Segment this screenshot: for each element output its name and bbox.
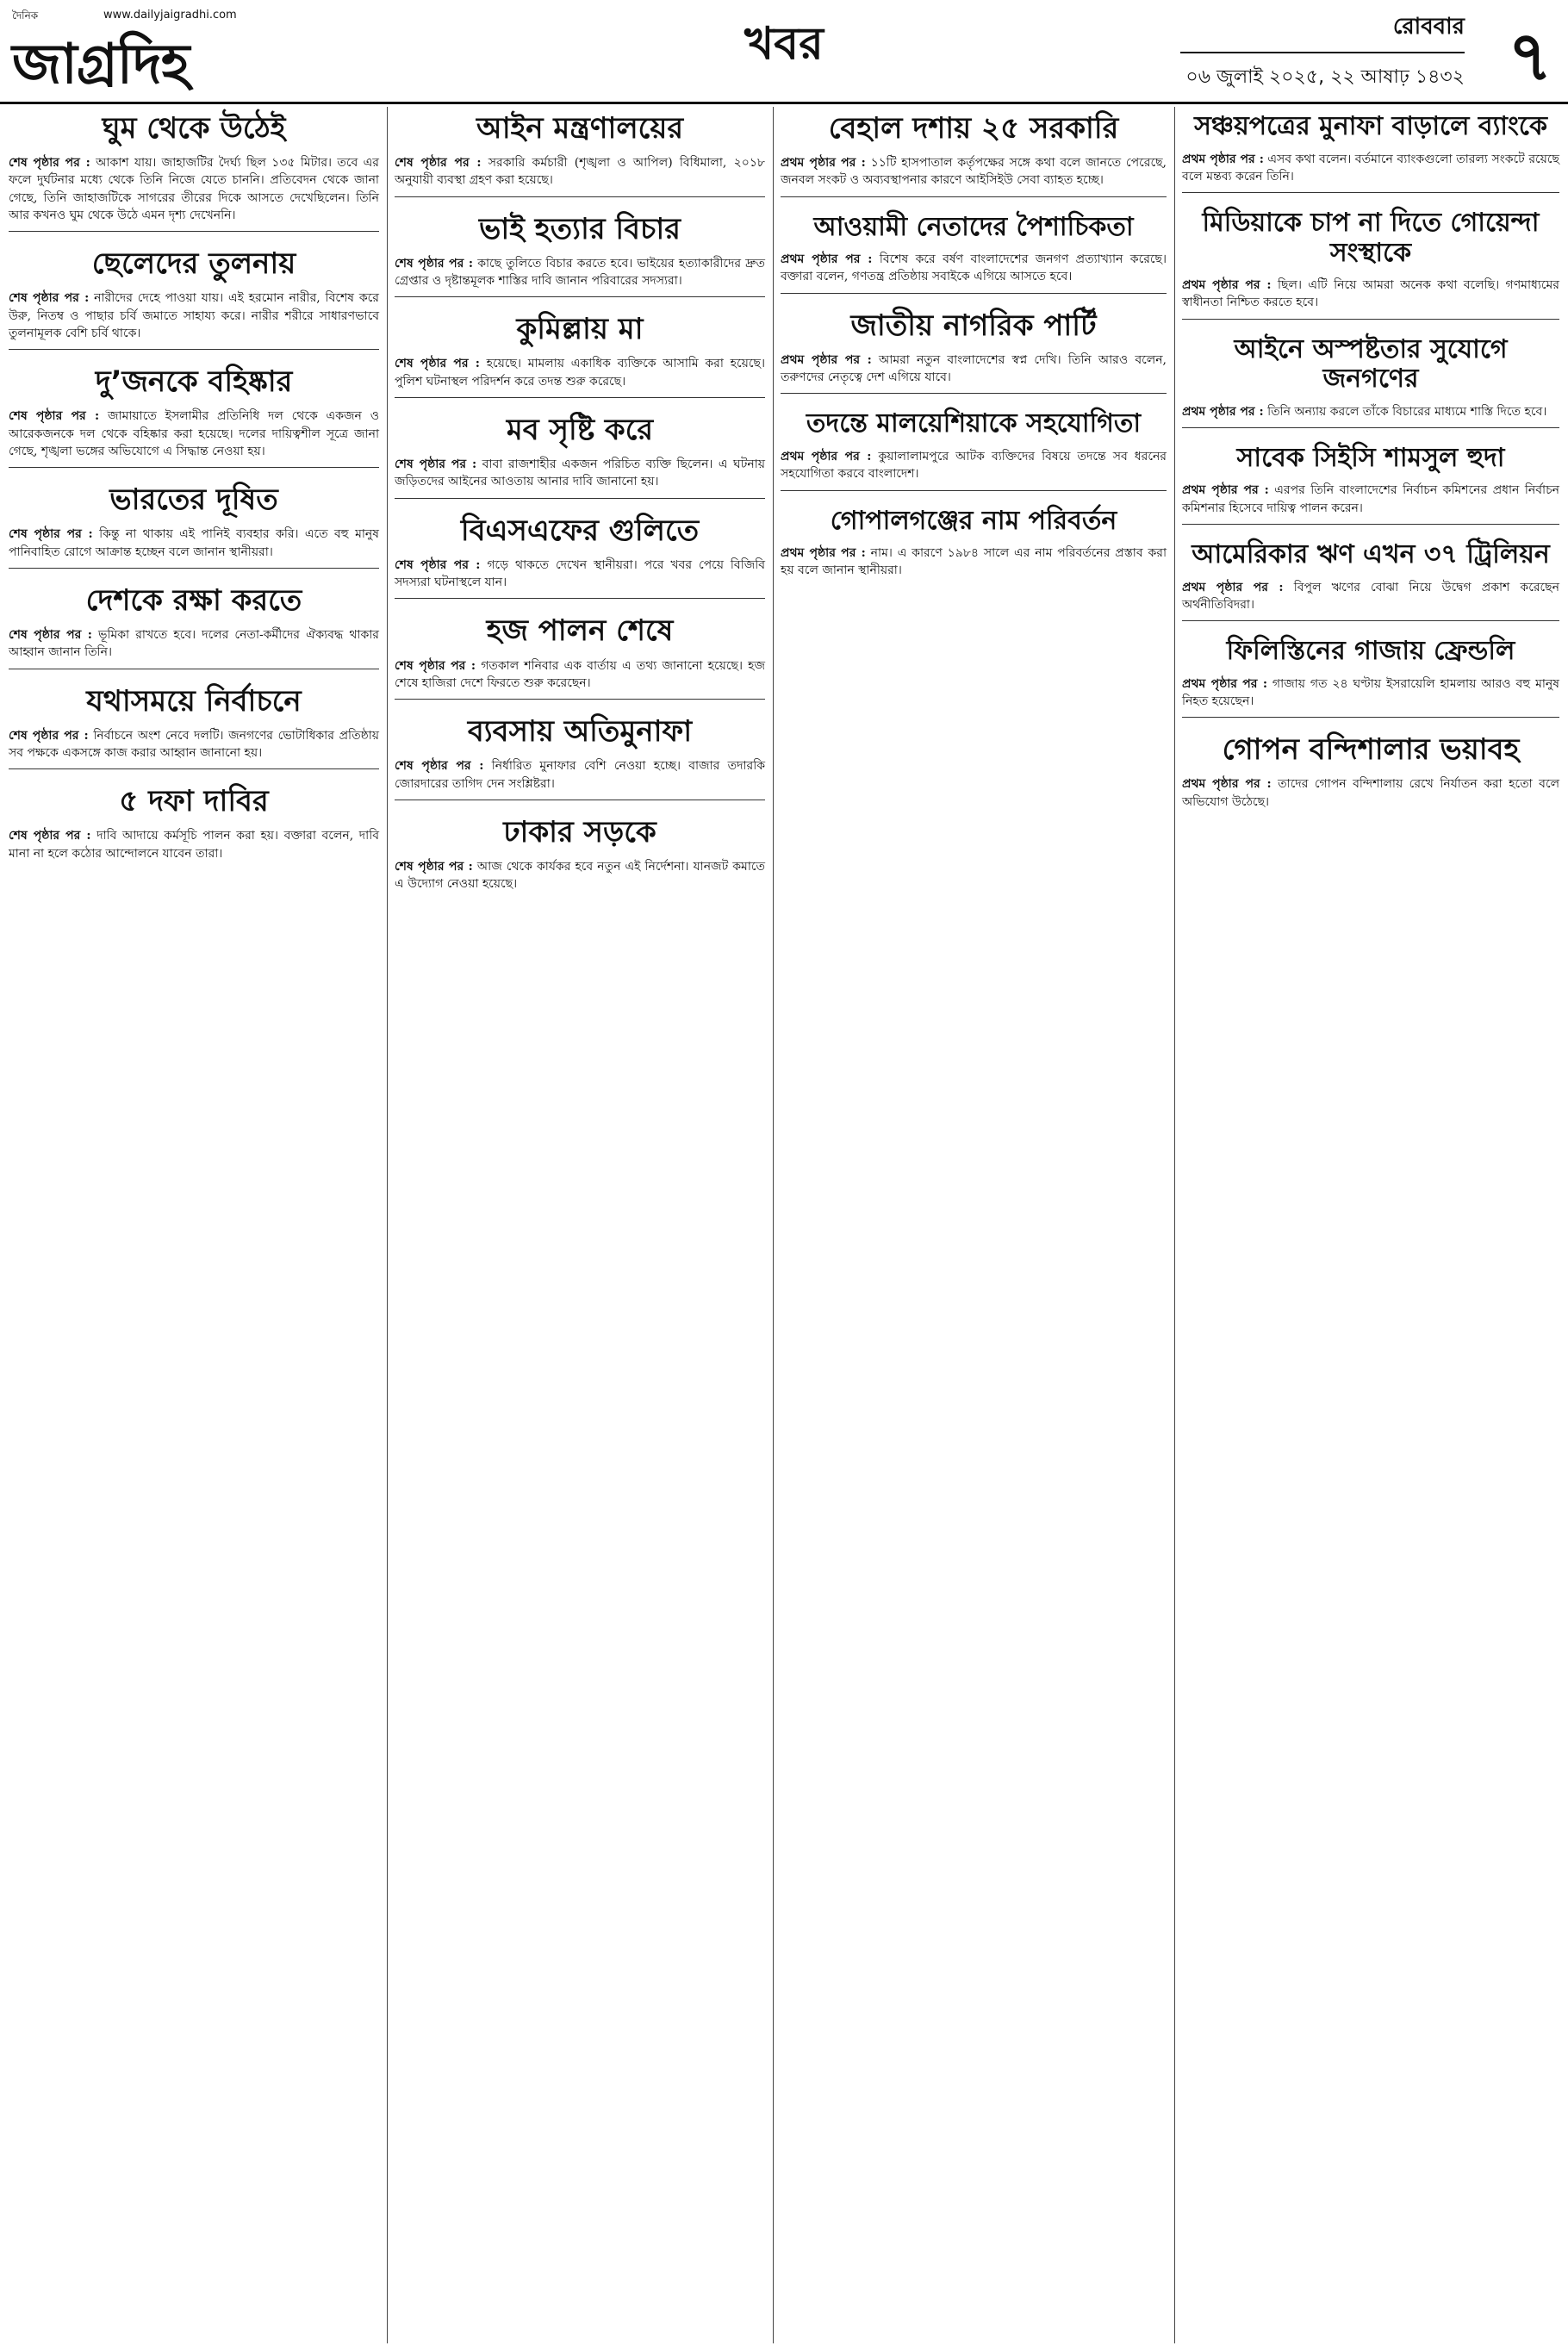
news-story[interactable]	[1182, 335, 1559, 428]
story-text: কাছে তুলিতে বিচার করতে হবে। ভাইয়ের হত্যাকারীদের দ্রুত গ্রেপ্তার ও দৃষ্টান্তমূলক শাস্তির দাবি জানান পরিবারের সদস্যরা।	[395, 256, 765, 289]
news-story[interactable]	[9, 365, 379, 468]
story-continuation-label: শেষ পৃষ্ঠার পর :	[9, 628, 92, 643]
story-headline[interactable]: মিডিয়াকে চাপ না দিতে গোয়েন্দা সংস্থাকে	[1202, 208, 1540, 268]
page-number: ৭	[1507, 16, 1552, 96]
story-continuation-label: প্রথম পৃষ্ঠার পর :	[1182, 152, 1264, 166]
news-story[interactable]	[781, 112, 1167, 197]
news-story[interactable]	[1182, 733, 1559, 818]
column-divider	[387, 107, 388, 2343]
story-text: সরকারি কর্মচারী (শৃঙ্খলা ও আপিল) বিধিমালা, ২০১৮ অনুযায়ী ব্যবস্থা গ্রহণ করা হয়েছে।	[395, 156, 765, 188]
story-body	[781, 544, 1167, 580]
story-continuation-label: প্রথম পৃষ্ঠার পর :	[1182, 483, 1269, 498]
story-text: তিনি অন্যায় করলে তাঁকে বিচারের মাধ্যমে শাস্তি দিতে হবে।	[1267, 404, 1547, 419]
news-story[interactable]	[1182, 540, 1559, 621]
story-headline[interactable]: ব্যবসায় অতিমুনাফা	[467, 714, 693, 750]
story-headline[interactable]: তদন্তে মালয়েশিয়াকে সহযোগিতা	[806, 408, 1142, 439]
story-body	[781, 251, 1167, 286]
story-headline[interactable]: বেহাল দশায় ২৫ সরকারি	[828, 111, 1119, 146]
story-body	[395, 557, 765, 592]
story-continuation-label: প্রথম পৃষ্ঠার পর :	[1182, 404, 1264, 419]
story-continuation-label: শেষ পৃষ্ঠার পর :	[395, 859, 473, 874]
story-text: গাজায় গত ২৪ ঘণ্টায় ইসরায়েলি হামলায় আরও বহু মানুষ নিহত হয়েছেন।	[1182, 676, 1560, 708]
story-headline[interactable]: ভাই হত্যার বিচার	[479, 211, 681, 246]
story-body	[1182, 775, 1559, 811]
story-headline[interactable]: আমেরিকার ঋণ এখন ৩৭ ট্রিলিয়ন	[1192, 539, 1550, 570]
story-continuation-label: প্রথম পৃষ্ঠার পর :	[1182, 777, 1272, 792]
news-story[interactable]	[781, 213, 1167, 294]
story-continuation-label: প্রথম পৃষ্ঠার পর :	[781, 252, 873, 267]
story-body	[1182, 482, 1559, 517]
news-story[interactable]	[1182, 112, 1559, 193]
news-story[interactable]	[9, 483, 379, 569]
story-body	[9, 827, 379, 862]
logo-wordmark: জাগ্রদিহ	[12, 33, 190, 96]
story-headline[interactable]: দেশকে রক্ষা করতে	[85, 582, 302, 618]
story-continuation-label: শেষ পৃষ্ঠার পর :	[395, 457, 477, 472]
story-headline[interactable]: ঢাকার সড়কে	[503, 814, 656, 849]
story-headline[interactable]: সাবেক সিইসি শামসুল হুদা	[1236, 442, 1505, 473]
news-story[interactable]	[395, 816, 765, 900]
story-headline[interactable]: গোপন বন্দিশালার ভয়াবহ	[1222, 732, 1520, 768]
story-headline[interactable]: ভারতের দূষিত	[109, 482, 278, 518]
story-text: নির্ধারিত মুনাফার বেশি নেওয়া হচ্ছে। বাজার তদারকি জোরদারের তাগিদ দেন সংশ্লিষ্টরা।	[395, 759, 765, 791]
story-continuation-label: শেষ পৃষ্ঠার পর :	[9, 409, 100, 424]
news-story[interactable]	[395, 715, 765, 800]
news-story[interactable]	[395, 112, 765, 197]
story-text: আমরা নতুন বাংলাদেশের স্বপ্ন দেখি। তিনি আরও বলেন, তরুণদের নেতৃত্বে দেশ এগিয়ে যাবে।	[781, 352, 1167, 385]
story-body	[1182, 151, 1559, 186]
news-story[interactable]	[395, 414, 765, 499]
news-story[interactable]	[781, 409, 1167, 490]
news-story[interactable]	[395, 213, 765, 298]
story-continuation-label: প্রথম পৃষ্ঠার পর :	[1182, 580, 1284, 594]
story-continuation-label: শেষ পৃষ্ঠার পর :	[9, 728, 89, 743]
story-text: তাদের গোপন বন্দিশালায় রেখে নির্যাতন করা হতো বলে অভিযোগ উঠেছে।	[1182, 777, 1560, 809]
story-body	[9, 727, 379, 762]
story-body	[781, 448, 1167, 483]
story-body	[9, 154, 379, 224]
story-headline[interactable]: গোপালগঞ্জের নাম পরিবর্তন	[830, 505, 1117, 536]
story-headline[interactable]: মব সৃষ্টি করে	[506, 413, 654, 448]
story-body	[781, 352, 1167, 387]
logo-url: www.dailyjaigradhi.com	[103, 9, 237, 22]
column-divider	[773, 107, 774, 2343]
story-text: এরপর তিনি বাংলাদেশের নির্বাচন কমিশনের প্রধান নির্বাচন কমিশনার হিসেবে দায়িত্ব পালন করেন।	[1182, 483, 1560, 515]
story-text: আজ থেকে কার্যকর হবে নতুন এই নির্দেশনা। যানজট কমাতে এ উদ্যোগ নেওয়া হয়েছে।	[395, 859, 766, 892]
news-story[interactable]	[781, 309, 1167, 395]
story-text: ছিল। এটি নিয়ে আমরা অনেক কথা বলেছি। গণমাধ্যমের স্বাধীনতা নিশ্চিত করতে হবে।	[1182, 278, 1560, 310]
news-story[interactable]	[395, 514, 765, 600]
column-4	[1182, 107, 1559, 833]
story-text: ১১টি হাসপাতাল কর্তৃপক্ষের সঙ্গে কথা বলে জানতে পেরেছে, জনবল সংকট ও অব্যবস্থাপনার কারণে আইসিইউ সেবা ব্যাহত হচ্ছে।	[781, 156, 1167, 188]
story-text: ভূমিকা রাখতে হবে। দলের নেতা-কর্মীদের ঐক্যবদ্ধ থাকার আহ্বান জানান তিনি।	[9, 628, 379, 660]
column-divider	[1174, 107, 1175, 2343]
column-1	[9, 107, 379, 885]
story-body	[395, 154, 765, 190]
story-headline[interactable]: ফিলিস্তিনের গাজায় ফ্রেন্ডলি	[1226, 636, 1515, 667]
story-continuation-label: প্রথম পৃষ্ঠার পর :	[781, 546, 866, 561]
story-continuation-label: শেষ পৃষ্ঠার পর :	[9, 829, 91, 843]
story-body	[9, 408, 379, 460]
story-continuation-label: শেষ পৃষ্ঠার পর :	[9, 291, 90, 306]
story-text: কুয়ালালামপুরে আটক ব্যক্তিদের বিষয়ে তদন্তে সব ধরনের সহযোগিতা করবে বাংলাদেশ।	[781, 449, 1167, 482]
story-continuation-label: শেষ পৃষ্ঠার পর :	[395, 156, 482, 171]
date: ০৬ জুলাই ২০২৫, ২২ আষাঢ় ১৪৩২	[1185, 66, 1465, 88]
story-continuation-label: শেষ পৃষ্ঠার পর :	[395, 658, 476, 673]
story-headline[interactable]: আইনে অস্পষ্টতার সুযোগে জনগণের	[1234, 333, 1508, 395]
story-text: কিন্তু না থাকায় এই পানিই ব্যবহার করি। এতে বহু মানুষ পানিবাহিত রোগে আক্রান্ত হচ্ছেন বলে জানান স্থানীয়রা।	[9, 527, 379, 559]
news-story[interactable]	[9, 584, 379, 669]
story-headline[interactable]: ঘুম থেকে উঠেই	[102, 111, 286, 146]
story-text: আকাশ যায়। জাহাজটির দৈর্ঘ্য ছিল ১৩৫ মিটার। তবে এর ফলে দুর্ঘটনার মধ্যে থেকে তিনি নিজে যেতে চাননি। প্রতিবেদন থেকে জানা গেছে, তিনি জাহাজটিকে সাগরের তীরের দিকে আসতে দেখেছিলেন। তিনি আর কখনও ঘুম থেকে উঠে এমন দৃশ্য দেখেননি।	[9, 156, 380, 222]
story-headline[interactable]: বিএসএফের গুলিতে	[460, 513, 700, 548]
story-continuation-label: প্রথম পৃষ্ঠার পর :	[781, 352, 872, 367]
story-headline[interactable]: সঞ্চয়পত্রের মুনাফা বাড়ালে ব্যাংকে	[1194, 111, 1547, 141]
story-text: গতকাল শনিবার এক বার্তায় এ তথ্য জানানো হয়েছে। হজ শেষে হাজিরা দেশে ফিরতে শুরু করেছেন।	[395, 658, 765, 690]
column-3	[781, 107, 1167, 602]
news-story[interactable]	[1182, 444, 1559, 525]
masthead	[0, 0, 1568, 104]
story-continuation-label: প্রথম পৃষ্ঠার পর :	[781, 449, 872, 464]
story-text: বাবা রাজশাহীর একজন পরিচিত ব্যক্তি ছিলেন। এ ঘটনায় জড়িতদের আইনের আওতায় আনার দাবি জানানো হয়।	[395, 457, 765, 489]
story-headline[interactable]: দু’জনকে বহিষ্কার	[95, 364, 293, 400]
story-text: গড়ে থাকতে দেখেন স্থানীয়রা। পরে খবর পেয়ে বিজিবি সদস্যরা ঘটনাস্থলে যান।	[395, 557, 766, 590]
story-headline[interactable]: আওয়ামী নেতাদের পৈশাচিকতা	[813, 211, 1134, 242]
story-body	[1182, 403, 1559, 420]
story-continuation-label: শেষ পৃষ্ঠার পর :	[395, 256, 474, 271]
story-body	[1182, 675, 1559, 711]
news-story[interactable]	[9, 247, 379, 350]
story-text: দাবি আদায়ে কর্মসূচি পালন করা হয়। বক্তারা বলেন, দাবি মানা না হলে কঠোর আন্দোলনে যাবেন তারা।	[9, 829, 380, 861]
news-story[interactable]	[9, 685, 379, 770]
story-body	[395, 255, 765, 290]
story-body	[1182, 277, 1559, 312]
story-text: নারীদের দেহে পাওয়া যায়। এই হরমোন নারীর, বিশেষ করে উরু, নিতম্ব ও পাছার চর্বি জমাতে সাহায্য করে। নারীর শরীরে সাধারণভাবে তুলনামূলক বেশি চর্বি থাকে।	[9, 291, 379, 340]
story-body	[395, 456, 765, 491]
story-text: জামায়াতে ইসলামীর প্রতিনিধি দল থেকে একজন ও আরেকজনকে দল থেকে বহিষ্কার করা হয়েছে। দলের দায়িত্বশীল সূত্রে জানা গেছে, শৃঙ্খলা ভঙ্গের অভিযোগে এ সিদ্ধান্ত নেওয়া হয়।	[9, 409, 380, 458]
story-body	[395, 757, 765, 793]
story-headline[interactable]: আইন মন্ত্রণালয়ের	[476, 111, 684, 146]
news-story[interactable]	[9, 112, 379, 232]
story-headline[interactable]: যথাসময়ে নির্বাচনে	[86, 683, 302, 719]
story-body	[395, 657, 765, 693]
news-story[interactable]	[1182, 637, 1559, 718]
story-continuation-label: শেষ পৃষ্ঠার পর :	[395, 759, 484, 774]
story-body	[9, 526, 379, 561]
news-story[interactable]	[781, 507, 1167, 587]
story-headline[interactable]: হজ পালন শেষে	[486, 613, 674, 649]
story-headline[interactable]: কুমিল্লায় মা	[516, 312, 644, 347]
column-2	[395, 107, 765, 916]
story-continuation-label: প্রথম পৃষ্ঠার পর :	[1182, 676, 1267, 691]
story-continuation-label: শেষ পৃষ্ঠার পর :	[395, 557, 481, 572]
news-story[interactable]	[9, 785, 379, 869]
story-continuation-label: শেষ পৃষ্ঠার পর :	[9, 527, 93, 542]
news-story[interactable]	[1182, 208, 1559, 320]
story-headline[interactable]: ছেলেদের তুলনায়	[91, 246, 296, 282]
story-body	[781, 154, 1167, 190]
news-story[interactable]	[395, 313, 765, 398]
section-title: খবর	[744, 18, 824, 70]
story-body	[395, 355, 765, 390]
story-body	[395, 858, 765, 893]
story-body	[9, 626, 379, 662]
news-story[interactable]	[395, 614, 765, 700]
story-text: নাম। এ কারণে ১৯৮৪ সালে এর নাম পরিবর্তনের প্রস্তাব করা হয় বলে জানান স্থানীয়রা।	[781, 546, 1167, 578]
story-text: বিশেষ করে বর্ষণ বাংলাদেশের জনগণ প্রত্যাখ্যান করেছে। বক্তারা বলেন, গণতন্ত্র প্রতিষ্ঠায় সবাইকে এগিয়ে আসতে হবে।	[781, 252, 1167, 284]
story-headline[interactable]: জাতীয় নাগরিক পার্টি	[850, 308, 1097, 343]
dateline	[1180, 9, 1465, 94]
story-text: এসব কথা বলেন। বর্তমানে ব্যাংকগুলো তারল্য সংকটে রয়েছে বলে মন্তব্য করেন তিনি।	[1182, 152, 1559, 184]
weekday: রোববার	[1180, 9, 1465, 53]
story-continuation-label: শেষ পৃষ্ঠার পর :	[9, 156, 90, 171]
story-body	[9, 289, 379, 342]
story-continuation-label: প্রথম পৃষ্ঠার পর :	[1182, 278, 1272, 293]
logo-small-text: দৈনিক	[12, 9, 39, 22]
story-continuation-label: প্রথম পৃষ্ঠার পর :	[781, 156, 866, 171]
story-continuation-label: শেষ পৃষ্ঠার পর :	[395, 357, 480, 371]
story-text: নির্বাচনে অংশ নেবে দলটি। জনগণের ভোটাধিকার প্রতিষ্ঠায় সব পক্ষকে একসঙ্গে কাজ করার আহ্বান জানানো হয়।	[9, 728, 379, 761]
story-body	[1182, 579, 1559, 614]
story-text: বিপুল ঋণের বোঝা নিয়ে উদ্বেগ প্রকাশ করেছেন অর্থনীতিবিদরা।	[1182, 580, 1560, 612]
story-headline[interactable]: ৫ দফা দাবির	[119, 784, 269, 819]
story-text: হয়েছে। মামলায় একাধিক ব্যক্তিকে আসামি করা হয়েছে। পুলিশ ঘটনাস্থল পরিদর্শন করে তদন্ত শুরু করেছে।	[395, 357, 766, 389]
